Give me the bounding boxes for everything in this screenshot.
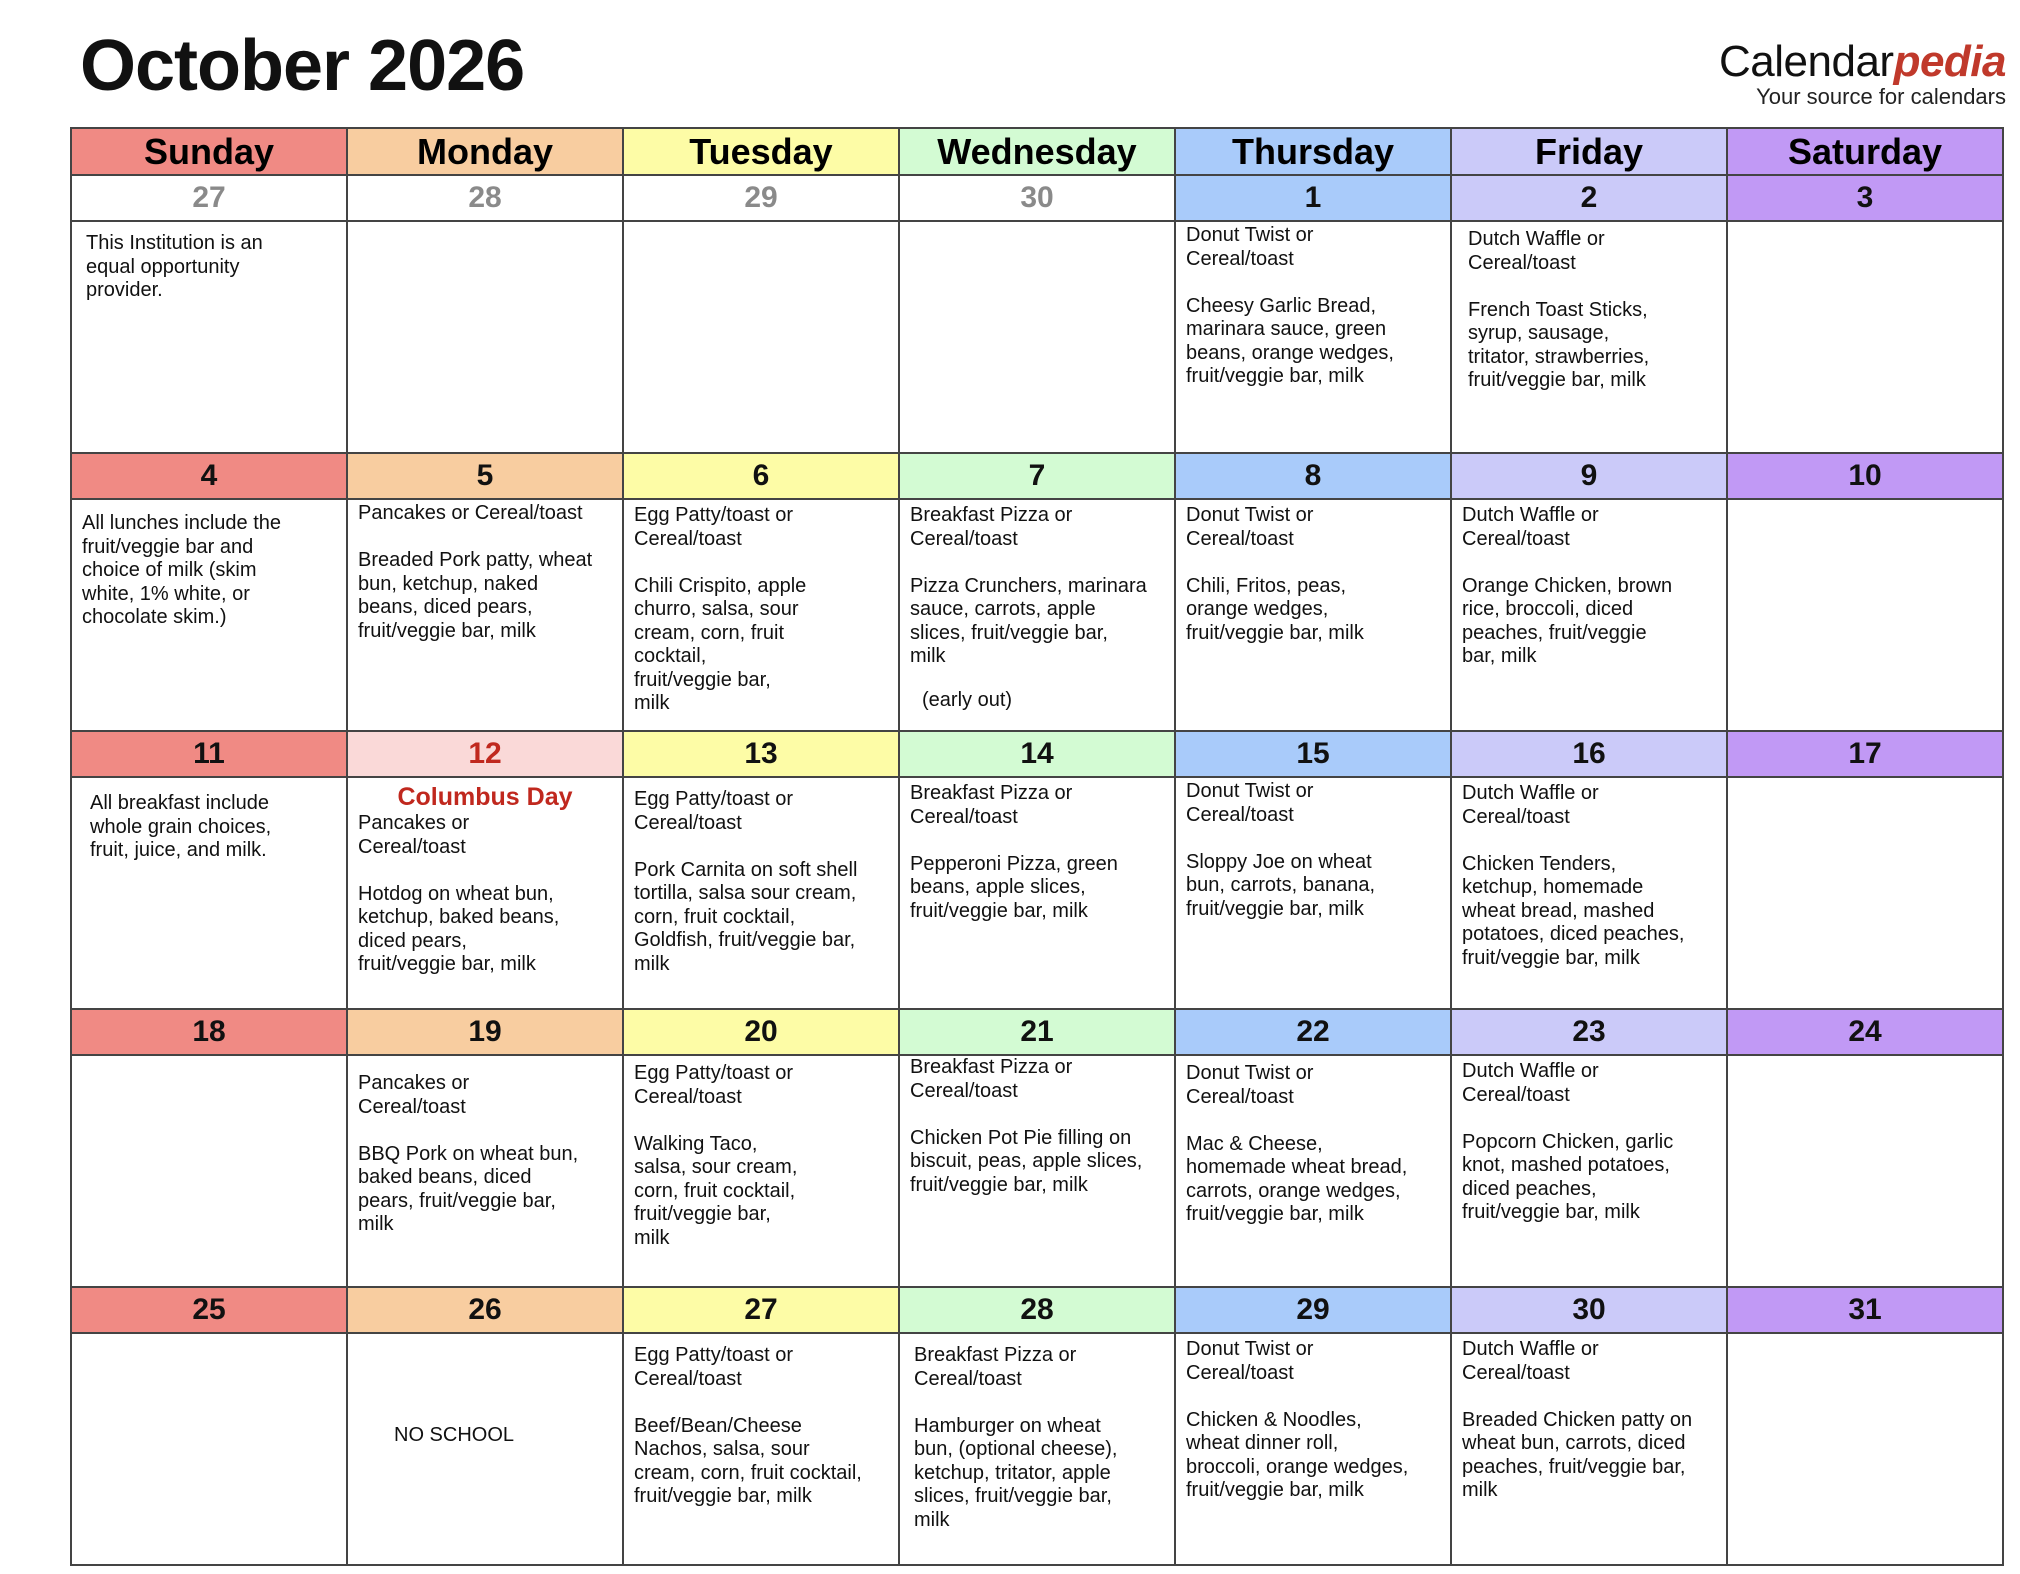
date-number: 25 [71,1287,347,1333]
brand-accent: pedia [1893,37,2006,86]
day-cell[interactable] [1451,777,1727,1009]
day-cell[interactable] [71,221,347,453]
week-3-numbers [71,731,2003,777]
day-cell[interactable] [899,499,1175,731]
date-number: 5 [347,453,623,499]
date-number: 22 [1175,1009,1451,1055]
date-number: 7 [899,453,1175,499]
day-note: This Institution is an equal opportunity provider. [86,232,263,301]
date-number: 27 [71,175,347,221]
date-number: 8 [1175,453,1451,499]
day-cell[interactable] [1451,1055,1727,1287]
day-cell[interactable] [71,499,347,731]
day-cell[interactable] [1175,1055,1451,1287]
weekday-wednesday: Wednesday [899,128,1175,175]
day-menu: Breakfast Pizza or Cereal/toast Chicken Pot Pie filling on biscuit, peas, apple slices, fruit/veggie bar, milk [910,1056,1143,1196]
day-menu: Dutch Waffle or Cereal/toast Popcorn Chicken, garlic knot, mashed potatoes, diced peaches, fruit/veggie bar, milk [1462,1060,1674,1223]
day-cell[interactable] [623,221,899,453]
date-number: 27 [623,1287,899,1333]
date-number: 29 [1175,1287,1451,1333]
day-menu: Breakfast Pizza or Cereal/toast Pizza Crunchers, marinara sauce, carrots, apple slices, fruit/veggie bar, milk [910,504,1147,667]
date-number: 29 [623,175,899,221]
day-cell[interactable] [623,1333,899,1565]
day-menu [1728,500,2002,510]
day-menu [72,1056,346,1066]
date-number: 26 [347,1287,623,1333]
day-menu [1728,222,2002,232]
day-cell[interactable] [71,1055,347,1287]
day-cell[interactable] [1175,499,1451,731]
day-cell[interactable] [1175,1333,1451,1565]
day-menu [348,222,622,232]
day-menu: Pancakes or Cereal/toast BBQ Pork on wheat bun, baked beans, diced pears, fruit/veggie bar, milk [358,1072,579,1235]
week-3-content [71,777,2003,1009]
day-menu: Pancakes or Cereal/toast Breaded Pork patty, wheat bun, ketchup, naked beans, diced pears, fruit/veggie bar, milk [358,502,593,642]
week-2-numbers [71,453,2003,499]
day-menu: Dutch Waffle or Cereal/toast Chicken Tenders, ketchup, homemade wheat bread, mashed potatoes, diced peaches, fruit/veggie bar, milk [1462,782,1685,969]
day-cell[interactable] [899,1055,1175,1287]
day-menu: Donut Twist or Cereal/toast Mac & Cheese, homemade wheat bread, carrots, orange wedges, fruit/veggie bar, milk [1186,1062,1408,1225]
date-number: 18 [71,1009,347,1055]
day-cell[interactable] [1175,221,1451,453]
day-menu: Egg Patty/toast or Cereal/toast Beef/Bean/Cheese Nachos, salsa, sour cream, corn, fruit cocktail, fruit/veggie bar, milk [634,1344,862,1507]
day-cell[interactable] [899,221,1175,453]
day-cell[interactable] [899,777,1175,1009]
day-menu: Egg Patty/toast or Cereal/toast Walking Taco, salsa, sour cream, corn, fruit cocktail, fruit/veggie bar, milk [634,1062,798,1249]
day-menu: Donut Twist or Cereal/toast Cheesy Garlic Bread, marinara sauce, green beans, orange wedges, fruit/veggie bar, milk [1186,224,1394,387]
date-number: 28 [347,175,623,221]
date-number: 14 [899,731,1175,777]
weekday-saturday: Saturday [1727,128,2003,175]
day-menu [900,222,1174,232]
date-number: 4 [71,453,347,499]
day-cell[interactable] [899,1333,1175,1565]
day-cell[interactable] [1727,221,2003,453]
day-menu [1728,778,2002,788]
date-number: 19 [347,1009,623,1055]
day-cell[interactable] [623,499,899,731]
date-number: 15 [1175,731,1451,777]
date-number: 13 [623,731,899,777]
day-cell[interactable] [1451,1333,1727,1565]
week-4-numbers [71,1009,2003,1055]
day-cell[interactable] [71,1333,347,1565]
day-cell[interactable] [1451,221,1727,453]
date-number: 3 [1727,175,2003,221]
date-number: 6 [623,453,899,499]
day-cell[interactable] [1727,499,2003,731]
date-number: 10 [1727,453,2003,499]
day-menu [72,1334,346,1344]
day-cell[interactable] [623,777,899,1009]
day-menu: Pancakes or Cereal/toast Hotdog on wheat bun, ketchup, baked beans, diced pears, fruit/veggie bar, milk [358,812,560,975]
date-number: 24 [1727,1009,2003,1055]
day-menu [1728,1334,2002,1344]
holiday-label: Columbus Day [397,783,573,811]
day-note: All lunches include the fruit/veggie bar and choice of milk (skim white, 1% white, or chocolate skim.) [82,512,282,628]
day-menu: Donut Twist or Cereal/toast Sloppy Joe on wheat bun, carrots, banana, fruit/veggie bar, milk [1186,780,1376,920]
brand-main: Calendar [1719,37,1894,86]
day-cell[interactable] [623,1055,899,1287]
week-4-content [71,1055,2003,1287]
date-number: 17 [1727,731,2003,777]
day-cell[interactable] [1727,1333,2003,1565]
date-number: 11 [71,731,347,777]
weekday-friday: Friday [1451,128,1727,175]
brand-tagline: Your source for calendars [1756,84,2006,109]
day-menu: Egg Patty/toast or Cereal/toast Pork Carnita on soft shell tortilla, salsa sour cream, corn, fruit cocktail, Goldfish, fruit/veggie bar, milk [634,788,858,975]
day-cell[interactable] [1175,777,1451,1009]
day-cell[interactable] [347,1055,623,1287]
day-cell[interactable] [1451,499,1727,731]
no-school-note: NO SCHOOL [394,1424,515,1446]
week-1-numbers [71,175,2003,221]
weekday-tuesday: Tuesday [623,128,899,175]
day-note: All breakfast include whole grain choices, fruit, juice, and milk. [90,792,272,861]
day-menu: Donut Twist or Cereal/toast Chili, Fritos, peas, orange wedges, fruit/veggie bar, milk [1186,504,1364,644]
day-menu [1728,1056,2002,1066]
date-number: 1 [1175,175,1451,221]
day-cell[interactable] [71,777,347,1009]
date-number: 31 [1727,1287,2003,1333]
date-number: 2 [1451,175,1727,221]
day-menu: Dutch Waffle or Cereal/toast Orange Chicken, brown rice, broccoli, diced peaches, fruit/veggie bar, milk [1462,504,1673,667]
date-number: 21 [899,1009,1175,1055]
date-number: 28 [899,1287,1175,1333]
day-cell[interactable] [347,1333,623,1565]
week-1-content [71,221,2003,453]
day-menu: Dutch Waffle or Cereal/toast Breaded Chicken patty on wheat bun, carrots, diced peaches, fruit/veggie bar, milk [1462,1338,1693,1501]
week-5-numbers [71,1287,2003,1333]
date-number: 30 [1451,1287,1727,1333]
date-number: 23 [1451,1009,1727,1055]
brand-logo[interactable] [1719,37,2006,109]
date-number: 9 [1451,453,1727,499]
day-menu: Donut Twist or Cereal/toast Chicken & Noodles, wheat dinner roll, broccoli, orange wedges, fruit/veggie bar, milk [1186,1338,1409,1501]
day-cell[interactable] [1727,777,2003,1009]
weekday-header-row [71,128,2003,175]
day-menu: Egg Patty/toast or Cereal/toast Chili Crispito, apple churro, salsa, sour cream, corn, fruit cocktail, fruit/veggie bar, milk [634,504,807,714]
day-menu: Dutch Waffle or Cereal/toast French Toast Sticks, syrup, sausage, tritator, strawberries, fruit/veggie bar, milk [1468,228,1650,391]
day-menu: Breakfast Pizza or Cereal/toast Pepperoni Pizza, green beans, apple slices, fruit/veggie bar, milk [910,782,1118,922]
weekday-sunday: Sunday [71,128,347,175]
date-number: 20 [623,1009,899,1055]
day-cell[interactable] [347,499,623,731]
date-number-holiday: 12 [347,731,623,777]
day-menu [624,222,898,232]
page-title: October 2026 [80,26,525,106]
week-5-content [71,1333,2003,1565]
day-cell[interactable] [1727,1055,2003,1287]
brand-name [1719,37,2006,86]
early-out-note: (early out) [922,688,1013,711]
date-number: 30 [899,175,1175,221]
day-cell[interactable] [347,221,623,453]
weekday-thursday: Thursday [1175,128,1451,175]
week-2-content [71,499,2003,731]
calendar-grid [70,127,2004,1566]
day-menu: Breakfast Pizza or Cereal/toast Hamburger on wheat bun, (optional cheese), ketchup, tritator, apple slices, fruit/veggie bar, milk [914,1344,1118,1531]
weekday-monday: Monday [347,128,623,175]
day-cell[interactable] [347,777,623,1009]
date-number: 16 [1451,731,1727,777]
